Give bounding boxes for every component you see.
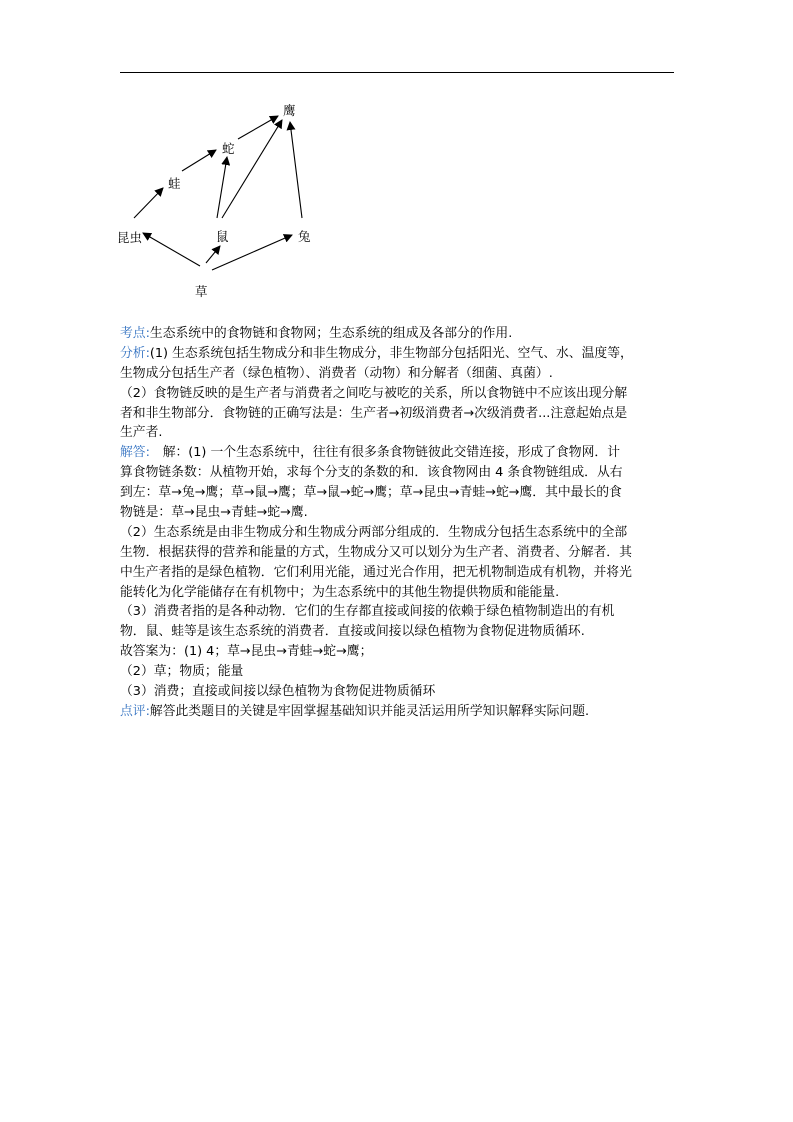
line-text: 中生产者指的是绿色植物．它们利用光能，通过光合作用，把无机物制造成有机物，并将光 <box>120 564 632 580</box>
node-shu: 鼠 <box>216 229 229 244</box>
line-text: 能转化为化学能储存在有机物中；为生态系统中的其他生物提供物质和能能量. <box>120 584 560 600</box>
line-tag: 分析: <box>120 345 150 361</box>
node-ying: 鹰 <box>283 103 296 118</box>
line-tag: 考点: <box>120 326 150 341</box>
text-line <box>120 622 676 642</box>
arrow-kunchong-wa <box>134 188 163 218</box>
text-line <box>120 702 676 722</box>
text-line <box>120 463 676 483</box>
line-text: 解答此类题目的关键是牢固掌握基础知识并能灵活运用所学知识解释实际问题. <box>149 703 590 719</box>
line-text: 生物．根据获得的营养和能量的方式，生物成分又可以划分为生产者、消费者、分解者．其 <box>120 544 632 560</box>
node-she: 蛇 <box>222 141 235 156</box>
text-line <box>120 583 676 603</box>
line-text: 物链是：草→昆虫→青蛙→蛇→鹰. <box>120 505 308 521</box>
node-cao: 草 <box>195 284 208 299</box>
text-line <box>120 324 676 344</box>
line-text: (1) 生态系统包括生物成分和非生物成分，非生物部分包括阳光、空气、水、温度等， <box>149 345 633 361</box>
line-text: （2）草；物质；能量 <box>120 664 244 680</box>
line-tag: 点评: <box>120 703 150 719</box>
line-text: 到左：草→兔→鹰；草→鼠→鹰；草→鼠→蛇→鹰；草→昆虫→青蛙→蛇→鹰．其中最长的食 <box>120 485 622 501</box>
line-text: （3）消费者指的是各种动物．它们的生存都直接或间接的依赖于绿色植物制造出的有机 <box>120 604 615 620</box>
solution-text <box>120 324 676 722</box>
arrow-shu-she <box>217 157 227 218</box>
line-text: 生态系统中的食物链和食物网；生态系统的组成及各部分的作用. <box>149 326 513 341</box>
text-line <box>120 602 676 622</box>
food-web-diagram <box>110 95 340 310</box>
line-text: （2）生态系统是由非生物成分和生物成分两部分组成的．生物成分包括生态系统中的全部 <box>120 524 628 540</box>
text-line <box>120 483 676 503</box>
line-text: 生产者. <box>120 425 163 441</box>
text-line <box>120 364 676 384</box>
header-rule <box>120 72 674 73</box>
arrow-cao-shu <box>206 246 220 263</box>
text-line <box>120 423 676 443</box>
line-text: 者和非生物部分．食物链的正确写法是：生产者→初级消费者→次级消费者...注意起始点是 <box>120 405 628 421</box>
text-line <box>120 682 676 702</box>
text-line <box>120 404 676 424</box>
text-line <box>120 563 676 583</box>
arrow-tu-ying <box>290 122 302 218</box>
food-web-svg <box>110 95 340 310</box>
text-line <box>120 384 676 404</box>
line-text: 算食物链条数：从植物开始，求每个分支的条数的和．该食物网由 4 条食物链组成．从右 <box>120 465 623 481</box>
text-line <box>120 344 676 364</box>
arrow-cao-kunchong <box>143 233 200 266</box>
line-text: 故答案为：(1) 4；草→昆虫→青蛙→蛇→鹰； <box>120 644 373 660</box>
node-wa: 蛙 <box>168 176 181 191</box>
text-line <box>120 543 676 563</box>
text-line <box>120 523 676 543</box>
arrow-shu-ying <box>222 120 282 218</box>
text-line <box>120 662 676 682</box>
line-text: （2）食物链反映的是生产者与消费者之间吃与被吃的关系，所以食物链中不应该出现分解 <box>120 385 628 401</box>
node-kunchong: 昆虫 <box>117 230 143 245</box>
line-text: 解：(1) 一个生态系统中，往往有很多条食物链彼此交错连接，形成了食物网．计 <box>149 445 620 461</box>
text-line <box>120 443 676 463</box>
arrow-wa-she <box>182 150 216 171</box>
line-text: 生物成分包括生产者（绿色植物）、消费者（动物）和分解者（细菌、真菌）. <box>120 365 553 381</box>
node-tu: 兔 <box>298 229 311 244</box>
line-text: 物．鼠、蛙等是该生态系统的消费者．直接或间接以绿色植物为食物促进物质循环. <box>120 624 585 640</box>
text-line <box>120 503 676 523</box>
line-tag: 解答: <box>120 445 150 461</box>
text-line <box>120 642 676 662</box>
line-text: （3）消费；直接或间接以绿色植物为食物促进物质循环 <box>120 684 436 700</box>
